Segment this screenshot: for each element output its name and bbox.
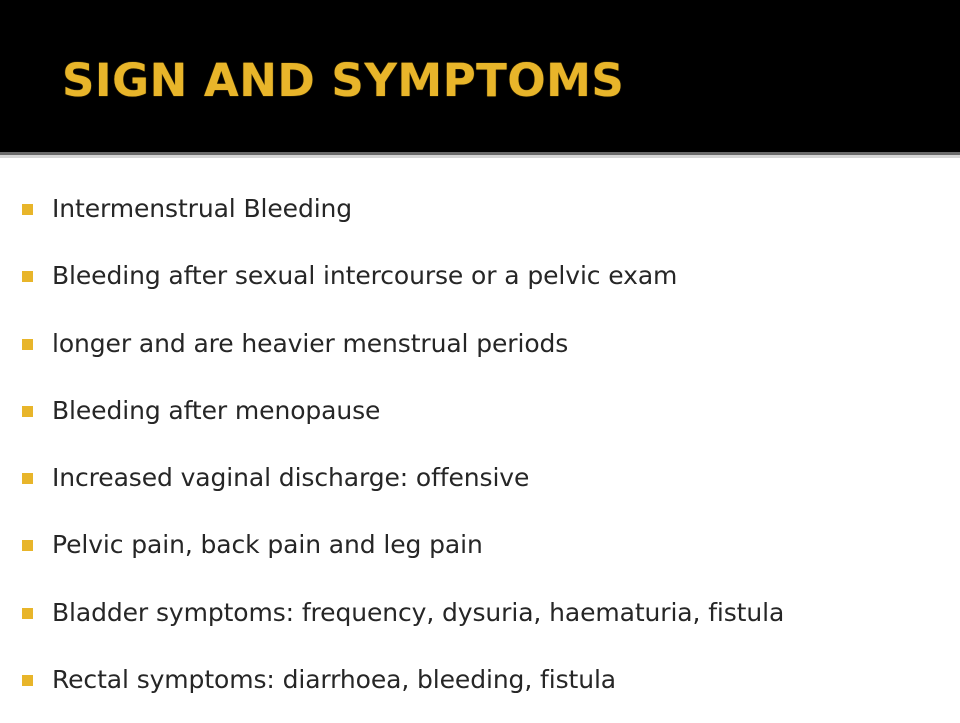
square-bullet-icon	[22, 271, 33, 282]
square-bullet-icon	[22, 339, 33, 350]
square-bullet-icon	[22, 540, 33, 551]
bullet-text: Intermenstrual Bleeding	[52, 194, 353, 223]
title-divider-light	[0, 155, 960, 158]
list-item	[0, 320, 960, 387]
square-bullet-icon	[22, 473, 33, 484]
bullet-text: Bleeding after sexual intercourse or a pelvic exam	[52, 261, 678, 291]
bullet-text: longer and are heavier menstrual periods	[52, 328, 569, 358]
square-bullet-icon	[22, 204, 33, 215]
square-bullet-icon	[22, 675, 33, 686]
list-item	[0, 185, 960, 252]
list-item	[0, 521, 960, 588]
bullet-text: Bladder symptoms: frequency, dysuria, haematuria, fistula	[52, 597, 785, 627]
square-bullet-icon	[22, 406, 33, 417]
list-item	[0, 252, 960, 319]
title-bar	[0, 0, 960, 152]
bullet-text: Increased vaginal discharge: offensive	[52, 463, 530, 493]
list-item	[0, 387, 960, 454]
list-item	[0, 656, 960, 723]
list-item	[0, 454, 960, 521]
square-bullet-icon	[22, 608, 33, 619]
bullet-text: Pelvic pain, back pain and leg pain	[52, 530, 483, 560]
list-item	[0, 589, 960, 656]
bullet-text: Bleeding after menopause	[52, 395, 381, 425]
bullet-text: Rectal symptoms: diarrhoea, bleeding, fistula	[52, 665, 617, 695]
slide-title: SIGN AND SYMPTOMS	[62, 54, 625, 107]
bullet-list	[0, 185, 960, 723]
